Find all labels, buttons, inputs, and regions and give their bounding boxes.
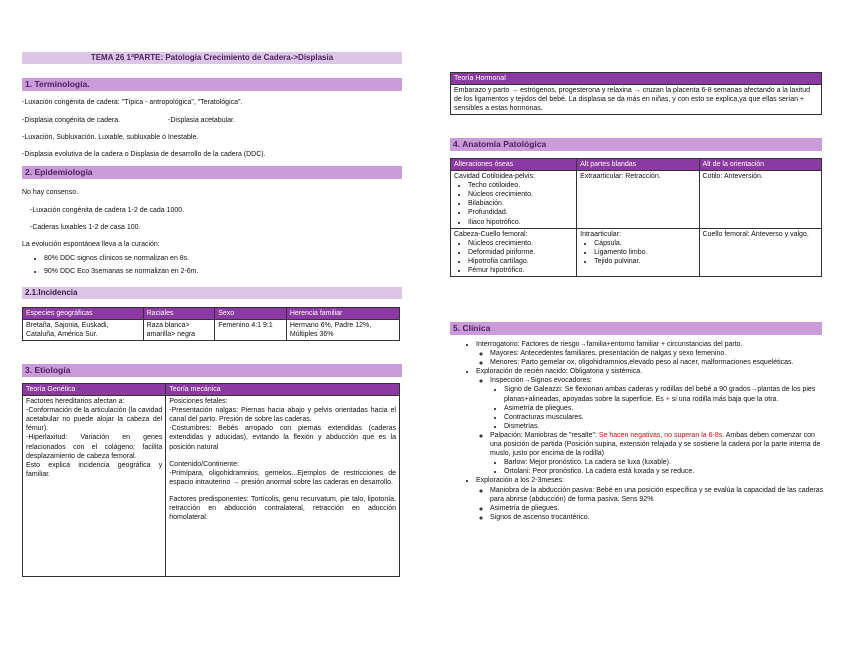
incidencia-table — [22, 307, 400, 341]
table-header: Teoría Genética — [23, 384, 166, 396]
etiologia-text: Factores predisponentes: Tortícolis, genu recurvatum, pie talo, lipotonía, retracción en abducción contralateral, retracción en aducción homolateral. — [169, 495, 396, 522]
table-header: Especies geográficas — [23, 308, 144, 320]
section-heading-etiologia: 3. Etiología — [22, 364, 402, 377]
section-heading-epidemiologia: 2. Epidemiología — [22, 166, 402, 179]
terminologia-line: -Displasia evolutiva de la cadera o Displasia de desarrollo de la cadera (DDC). — [22, 151, 266, 158]
list-item: • Bilabiación. — [468, 199, 573, 208]
list-item: • 90% DDC Eco 3semanas se normalizan en 2-6m. — [44, 267, 390, 276]
list-item: ◦ Menores: Parto gemelar ox, oligohidramnios,elevado peso al nacer, malformaciones esqueléticas. — [490, 358, 824, 367]
list-item: • Ortolani: Peor pronóstico. La cadera está luxada y se reduce. — [504, 467, 824, 476]
etiologia-text: Esto explica incidencia geográfica y familiar. — [26, 461, 163, 478]
etiologia-genetica-cell — [23, 396, 166, 577]
list-item: • Hipotrofia cartílago. — [468, 257, 573, 266]
etiologia-text: Factores hereditarios afectan a: — [26, 398, 125, 406]
table-cell: Embarazo y parto → estrógenos, progesterona y relaxina → cruzan la placenta 6-8 semanas afectando a la laxitud de los ligamentos y tejidos del bebé. La displasia se da más en niñas, y con esto se explica,ya que ellas serían + sensibles a estas hormonas. — [451, 85, 822, 115]
cell-title: Cavidad Cotiloidea-pelvis: — [454, 173, 535, 181]
table-cell — [577, 228, 699, 276]
palpacion-text: Palpación: Maniobras de "resalte": — [490, 431, 599, 439]
list-item: • 80% DDC signos clínicos se normalizan en 8s. — [44, 254, 390, 263]
etiologia-text: Posiciones fetales: — [169, 398, 228, 406]
list-item: • Techo cotiloideo. — [468, 181, 573, 190]
section-heading-anatomia: 4. Anatomía Patológica — [450, 138, 822, 151]
table-cell: Cotilo: Anteversión. — [699, 171, 821, 229]
epidemiologia-bullets — [30, 254, 390, 276]
list-item: • Profundidad. — [468, 208, 573, 217]
etiologia-text: -Hiperlaxitud: Variación en genes relacionados con el colágeno; facilita desplazamiento de cabeza femoral. — [26, 434, 163, 460]
galeazzi-positive: + — [665, 395, 670, 403]
table-header: Raciales — [143, 308, 215, 320]
list-item: • Dismetrías. — [504, 422, 824, 431]
table-header: Alt partes blandas — [577, 159, 699, 171]
terminologia-line: -Luxación congénita de cadera: "Típica - antropológica", "Teratológica". — [22, 99, 243, 106]
list-item: • Cápsula. — [594, 239, 695, 248]
terminologia-line: -Luxación, Subluxación. Luxable, subluxable ó Inestable. — [22, 134, 199, 141]
palpacion-text: Ambas deben comenzar con una posición de partida (Posición supina, extensión relajada y se sostiene la cadera por la parte interna de muslo, justo por encima de la rodilla) — [490, 431, 821, 458]
galeazzi-text: Signo de Galeazzi: Se flexionan ambas caderas y rodillas del bebé a 90 grados→plantas de los pies planas+alineadas, apoyadas sobre la superficie. — [504, 386, 816, 403]
etiologia-text: -Primípara, oligohidramnios, gemelos...Ejemplos de restricciones de espacio intrauterino → presión anormal sobre las caderas en desarrollo. — [169, 469, 396, 486]
list-item: ◦ Signos de ascenso trocantérico. — [490, 513, 824, 522]
cell-title: Intraarticular: — [580, 230, 621, 238]
list-item: ◦ Asimetría de pliegues. — [490, 504, 824, 513]
terminologia-line: -Displasia congénita de cadera. — [22, 117, 121, 124]
page-title: TEMA 26 1ªPARTE: Patología Crecimiento de Cadera->Displasia — [22, 52, 402, 64]
table-header: Alteraciones óseas — [451, 159, 577, 171]
galeazzi-text: si una rodilla más baja que la otra. — [669, 395, 779, 403]
table-cell: Cuello femoral: Anteverso y valgo. — [699, 228, 821, 276]
table-header: Teoría mecánica — [166, 384, 400, 396]
list-item: • Contracturas musculares. — [504, 413, 824, 422]
table-header: Herencia familiar — [286, 308, 399, 320]
table-header: Sexo — [215, 308, 287, 320]
list-item: • Interrogatorio: Factores de riesgo→familia+entorno familiar + circunstancias del parto. — [476, 340, 824, 349]
list-item: ◦ Inspección→Signos evocadores: — [490, 376, 824, 385]
list-item — [490, 431, 824, 458]
list-item: • Asimetría de pliegues. — [504, 404, 824, 413]
list-item: ◦ Maniobra de la abducción pasiva: Bebé en una posición específica y se evalúa la capacidad de las caderas para abrirse (abducción) de forma pasiva. Sens 92% — [490, 486, 824, 504]
epidemiologia-line: -Caderas luxables 1-2 de casa 100. — [30, 224, 141, 231]
table-cell — [451, 171, 577, 229]
terminologia-line: -Displasia acetabular. — [168, 117, 235, 124]
table-cell: Hermano 6%, Padre 12%, Múltiples 36% — [286, 320, 399, 341]
anatomia-table — [450, 158, 822, 277]
list-item: • Iliaco hipotrófico. — [468, 218, 573, 227]
etiologia-text: -Presentación nalgas: Piernas hacia abajo y pelvis orientadas hacia el canal del parto. Presión de sobre las caderas. — [169, 407, 396, 424]
list-item: • Fémur hipotrófico. — [468, 266, 573, 275]
etiologia-text: -Costumbres: Bebés arropado con piernas extendidas (caderas extendidas y aducidas), evitando la flexión y abducción que es la posición natural — [169, 425, 396, 451]
etiologia-table — [22, 383, 400, 577]
cell-title: Cabeza-Cuello femoral: — [454, 230, 528, 238]
epidemiologia-line: No hay consenso. — [22, 189, 79, 196]
list-item: • Ligamento limbo. — [594, 248, 695, 257]
clinica-content — [462, 340, 824, 522]
galeazzi-text: Es — [655, 395, 666, 403]
list-item: • Deformidad piriforme. — [468, 248, 573, 257]
table-cell — [451, 228, 577, 276]
table-cell: Extraarticular: Retracción. — [577, 171, 699, 229]
table-cell: Raza blanca> amarilla> negra — [143, 320, 215, 341]
list-item: • Núcleos crecimiento. — [468, 190, 573, 199]
section-heading-incidencia: 2.1.Incidencia — [22, 287, 402, 299]
list-item: • Tejido pulvinar. — [594, 257, 695, 266]
list-item: • Exploración a los 2-3meses: — [476, 476, 824, 485]
epidemiologia-line: -Luxación congénita de cadera 1-2 de cada 1000. — [30, 207, 185, 214]
etiologia-text: Contenido/Continente: — [169, 460, 239, 468]
list-item: • Exploración de recién nacido: Obligatoria y sistémica. — [476, 367, 824, 376]
list-item: ◦ Mayores: Antecedentes familiares, presentación de nalgas y sexo femenino. — [490, 349, 824, 358]
table-cell: Femenino 4:1 9:1 — [215, 320, 287, 341]
section-heading-clinica: 5. Clínica — [450, 322, 822, 335]
list-item: • Núcleos crecimiento. — [468, 239, 573, 248]
section-heading-terminologia: 1. Terminología. — [22, 78, 402, 91]
hormonal-table — [450, 72, 822, 115]
etiologia-mecanica-cell — [166, 396, 400, 577]
etiologia-text: -Conformación de la articulación (la cavidad acetabular no puede alojar la cabeza del fémur). — [26, 407, 163, 433]
table-cell: Bretaña, Sajonia, Euskadi, Cataluña, América Sur. — [23, 320, 144, 341]
list-item: • Barlow: Mejor pronóstico. La cadera se luxa (luxable). — [504, 458, 824, 467]
table-header: Alt de la orientación — [699, 159, 821, 171]
table-header: Teoría Hormonal — [451, 73, 822, 85]
list-item — [504, 385, 824, 403]
palpacion-warning: Se hacen negativas, no superan la 6-8s. — [598, 431, 725, 439]
epidemiologia-line: La evolución espontánea lleva a la curación: — [22, 241, 160, 248]
